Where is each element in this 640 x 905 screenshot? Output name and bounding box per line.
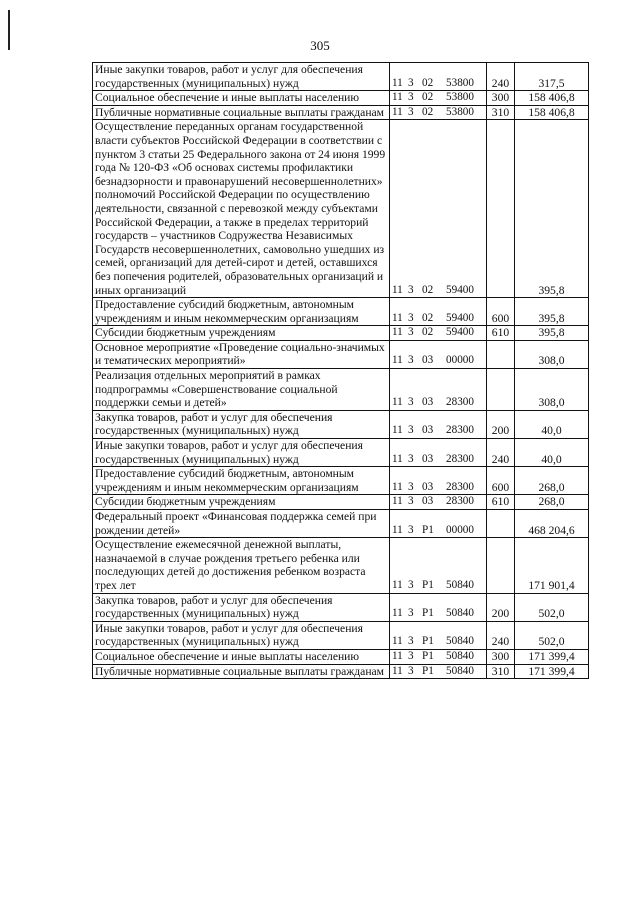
row-name: Основное мероприятие «Проведение социально-значимых и тематических мероприятий»: [93, 340, 390, 368]
code-program: 11: [392, 578, 403, 591]
row-amount: 395,8: [515, 298, 589, 326]
row-amount: 502,0: [515, 621, 589, 649]
code-subprogram: 3: [408, 396, 414, 409]
row-name: Закупка товаров, работ и услуг для обеспечения государственных (муниципальных) нужд: [93, 593, 390, 621]
code-direction: 53800: [446, 76, 474, 89]
table-row: [93, 369, 589, 411]
row-amount: 317,5: [515, 63, 589, 91]
code-program: 11: [392, 664, 403, 677]
code-event: 02: [422, 105, 434, 118]
table-row: [93, 63, 589, 91]
code-subprogram: 3: [408, 424, 414, 437]
code-program: 11: [392, 396, 403, 409]
code-subprogram: 3: [408, 76, 414, 89]
code-subprogram: 3: [408, 523, 414, 536]
code-direction: 50840: [446, 607, 474, 620]
row-expense-type: [487, 369, 515, 411]
code-program: 11: [392, 495, 403, 508]
row-name: Субсидии бюджетным учреждениям: [93, 326, 390, 341]
row-name: Предоставление субсидий бюджетным, автономным учреждениям и иным некоммерческим организациям: [93, 467, 390, 495]
row-amount: 171 399,4: [515, 649, 589, 664]
code-program: 11: [392, 649, 403, 662]
row-amount: 395,8: [515, 120, 589, 298]
row-name: Закупка товаров, работ и услуг для обеспечения государственных (муниципальных) нужд: [93, 410, 390, 438]
code-event: 03: [422, 424, 434, 437]
row-code: [390, 495, 487, 510]
row-expense-type: 240: [487, 439, 515, 467]
row-code: [390, 105, 487, 120]
code-event: 02: [422, 326, 434, 339]
row-name: Осуществление ежемесячной денежной выплаты, назначаемой в случае рождения третьего ребенка или последующих детей до достижения ребенком возраста трех лет: [93, 538, 390, 593]
row-expense-type: [487, 510, 515, 538]
code-direction: 53800: [446, 91, 474, 104]
row-code: [390, 510, 487, 538]
row-code: [390, 410, 487, 438]
row-code: [390, 91, 487, 106]
code-direction: 59400: [446, 283, 474, 296]
code-program: 11: [392, 424, 403, 437]
row-name: Социальное обеспечение и иные выплаты населению: [93, 91, 390, 106]
row-expense-type: [487, 120, 515, 298]
row-expense-type: 600: [487, 298, 515, 326]
row-amount: 40,0: [515, 439, 589, 467]
row-name: Осуществление переданных органам государственной власти субъектов Российской Федерации в соответствии с пунктом 3 статьи 25 Федерального закона от 24 июня 1999 года № 120-ФЗ «Об основах системы профилактики безнадзорности и правонарушений несовершеннолетних» полномочий Российской Федерации по осуществлению деятельности, связанной с перевозкой между субъектами Российской Федерации, а также в пределах территорий государств – участников Содружества Независимых Государств несовершеннолетних, самовольно ушедших из семей, организаций для детей-сирот и детей, оставшихся без попечения родителей, образовательных организаций и иных организаций: [93, 120, 390, 298]
code-direction: 28300: [446, 396, 474, 409]
code-event: 03: [422, 452, 434, 465]
code-direction: 59400: [446, 311, 474, 324]
code-program: 11: [392, 105, 403, 118]
row-expense-type: 610: [487, 326, 515, 341]
code-program: 11: [392, 635, 403, 648]
table-row: [93, 510, 589, 538]
table-row: [93, 621, 589, 649]
row-amount: 40,0: [515, 410, 589, 438]
code-direction: 59400: [446, 326, 474, 339]
code-program: 11: [392, 452, 403, 465]
code-program: 11: [392, 607, 403, 620]
code-subprogram: 3: [408, 495, 414, 508]
row-name: Иные закупки товаров, работ и услуг для обеспечения государственных (муниципальных) нужд: [93, 439, 390, 467]
row-amount: 268,0: [515, 467, 589, 495]
code-event: P1: [422, 664, 434, 677]
code-direction: 00000: [446, 523, 474, 536]
row-name: Предоставление субсидий бюджетным, автономным учреждениям и иным некоммерческим организациям: [93, 298, 390, 326]
row-code: [390, 664, 487, 679]
row-expense-type: 200: [487, 410, 515, 438]
row-expense-type: 610: [487, 495, 515, 510]
code-direction: 00000: [446, 354, 474, 367]
table-row: [93, 439, 589, 467]
table-row: [93, 105, 589, 120]
code-subprogram: 3: [408, 91, 414, 104]
code-direction: 50840: [446, 649, 474, 662]
row-amount: 308,0: [515, 369, 589, 411]
code-subprogram: 3: [408, 326, 414, 339]
code-direction: 28300: [446, 495, 474, 508]
row-expense-type: 240: [487, 621, 515, 649]
code-program: 11: [392, 326, 403, 339]
row-expense-type: 310: [487, 105, 515, 120]
code-event: 02: [422, 311, 434, 324]
row-amount: 158 406,8: [515, 91, 589, 106]
code-program: 11: [392, 91, 403, 104]
table-row: [93, 538, 589, 593]
code-event: P1: [422, 578, 434, 591]
code-subprogram: 3: [408, 105, 414, 118]
row-name: Публичные нормативные социальные выплаты гражданам: [93, 664, 390, 679]
code-direction: 28300: [446, 424, 474, 437]
code-subprogram: 3: [408, 578, 414, 591]
table-row: [93, 91, 589, 106]
code-event: 03: [422, 354, 434, 367]
row-code: [390, 621, 487, 649]
row-name: Иные закупки товаров, работ и услуг для обеспечения государственных (муниципальных) нужд: [93, 63, 390, 91]
row-amount: 502,0: [515, 593, 589, 621]
code-subprogram: 3: [408, 452, 414, 465]
code-event: P1: [422, 649, 434, 662]
code-event: P1: [422, 523, 434, 536]
code-program: 11: [392, 354, 403, 367]
code-program: 11: [392, 76, 403, 89]
code-subprogram: 3: [408, 607, 414, 620]
row-code: [390, 326, 487, 341]
code-subprogram: 3: [408, 283, 414, 296]
code-event: 02: [422, 76, 434, 89]
row-code: [390, 593, 487, 621]
row-expense-type: 310: [487, 664, 515, 679]
code-program: 11: [392, 311, 403, 324]
code-subprogram: 3: [408, 354, 414, 367]
row-name: Федеральный проект «Финансовая поддержка семей при рождении детей»: [93, 510, 390, 538]
table-row: [93, 298, 589, 326]
table-row: [93, 495, 589, 510]
code-event: 03: [422, 480, 434, 493]
table-row: [93, 340, 589, 368]
row-amount: 308,0: [515, 340, 589, 368]
table-row: [93, 649, 589, 664]
row-code: [390, 467, 487, 495]
row-code: [390, 120, 487, 298]
code-event: 02: [422, 91, 434, 104]
row-code: [390, 340, 487, 368]
row-name: Реализация отдельных мероприятий в рамках подпрограммы «Совершенствование социальной поддержки семьи и детей»: [93, 369, 390, 411]
code-subprogram: 3: [408, 480, 414, 493]
row-code: [390, 439, 487, 467]
row-amount: 395,8: [515, 326, 589, 341]
row-name: Социальное обеспечение и иные выплаты населению: [93, 649, 390, 664]
row-amount: 171 399,4: [515, 664, 589, 679]
budget-table: [92, 62, 589, 679]
row-name: Субсидии бюджетным учреждениям: [93, 495, 390, 510]
table-row: [93, 326, 589, 341]
table-row: [93, 467, 589, 495]
row-expense-type: 600: [487, 467, 515, 495]
code-program: 11: [392, 480, 403, 493]
row-code: [390, 538, 487, 593]
row-code: [390, 369, 487, 411]
code-direction: 28300: [446, 452, 474, 465]
code-subprogram: 3: [408, 664, 414, 677]
row-expense-type: 300: [487, 649, 515, 664]
row-expense-type: [487, 340, 515, 368]
code-direction: 53800: [446, 105, 474, 118]
code-subprogram: 3: [408, 635, 414, 648]
code-program: 11: [392, 283, 403, 296]
page-number: 305: [310, 38, 330, 53]
code-program: 11: [392, 523, 403, 536]
row-name: Публичные нормативные социальные выплаты гражданам: [93, 105, 390, 120]
code-direction: 28300: [446, 480, 474, 493]
row-amount: 171 901,4: [515, 538, 589, 593]
code-event: P1: [422, 607, 434, 620]
table-row: [93, 410, 589, 438]
code-direction: 50840: [446, 635, 474, 648]
row-expense-type: 200: [487, 593, 515, 621]
code-subprogram: 3: [408, 311, 414, 324]
code-event: 03: [422, 396, 434, 409]
code-event: 02: [422, 283, 434, 296]
row-expense-type: [487, 538, 515, 593]
row-code: [390, 63, 487, 91]
table-row: [93, 664, 589, 679]
row-expense-type: 240: [487, 63, 515, 91]
row-amount: 158 406,8: [515, 105, 589, 120]
code-event: P1: [422, 635, 434, 648]
table-row: [93, 120, 589, 298]
code-direction: 50840: [446, 664, 474, 677]
code-subprogram: 3: [408, 649, 414, 662]
table-row: [93, 593, 589, 621]
row-amount: 268,0: [515, 495, 589, 510]
row-code: [390, 298, 487, 326]
row-amount: 468 204,6: [515, 510, 589, 538]
row-code: [390, 649, 487, 664]
row-expense-type: 300: [487, 91, 515, 106]
row-name: Иные закупки товаров, работ и услуг для обеспечения государственных (муниципальных) нужд: [93, 621, 390, 649]
code-direction: 50840: [446, 578, 474, 591]
code-event: 03: [422, 495, 434, 508]
